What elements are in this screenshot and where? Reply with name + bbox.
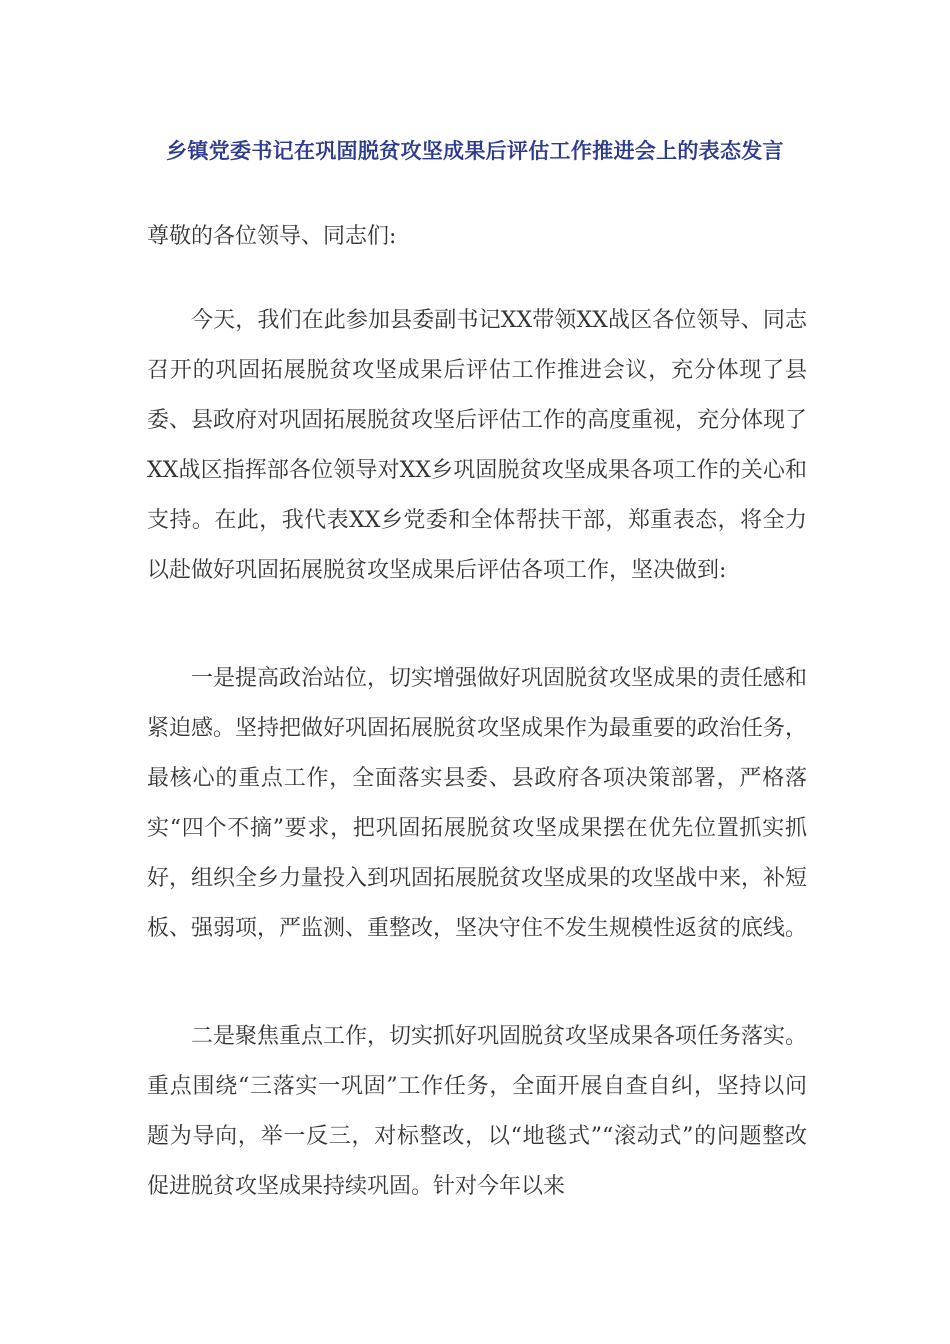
paragraph-text: 一是提高政治站位，切实增强做好巩固脱贫攻坚成果的责任感和紧迫感。坚持把做好巩固拓展脱贫攻坚成果作为最重要的政治任务，最核心的重点工作，全面落实县委、县政府各项决策部署，严格落实“四个不摘”要求，把巩固拓展脱贫攻坚成果摆在优先位置抓实抓好，组织全乡力量投入到巩固拓展脱贫攻坚成果的攻坚战中来，补短板、强弱项，严监测、重整改，坚决守住不发生规模性返贫的底线。 xyxy=(147,666,808,941)
salutation: 尊敬的各位领导、同志们: xyxy=(147,224,397,249)
paragraph-text: 二是聚焦重点工作，切实抓好巩固脱贫攻坚成果各项任务落实。重点围绕“三落实一巩固”工作任务，全面开展自查自纠，坚持以问题为导向，举一反三，对标整改，以“地毯式”“滚动式”的问题整改促进脱贫攻坚成果持续巩固。针对今年以来 xyxy=(147,1024,808,1199)
paragraph-text: 今天，我们在此参加县委副书记XX带领XX战区各位领导、同志召开的巩固拓展脱贫攻坚成果后评估工作推进会议，充分体现了县委、县政府对巩固拓展脱贫攻坚后评估工作的高度重视，充分体现了XX战区指挥部各位领导对XX乡巩固脱贫攻坚成果各项工作的关心和支持。在此，我代表XX乡党委和全体帮扶干部，郑重表态，将全力以赴做好巩固拓展脱贫攻坚成果后评估各项工作，坚决做到: xyxy=(147,308,808,583)
document-title: 乡镇党委书记在巩固脱贫攻坚成果后评估工作推进会上的表态发言 xyxy=(166,139,784,163)
paragraph-2 xyxy=(147,654,807,954)
paragraph-3 xyxy=(147,1012,807,1212)
paragraph-1 xyxy=(147,296,807,596)
